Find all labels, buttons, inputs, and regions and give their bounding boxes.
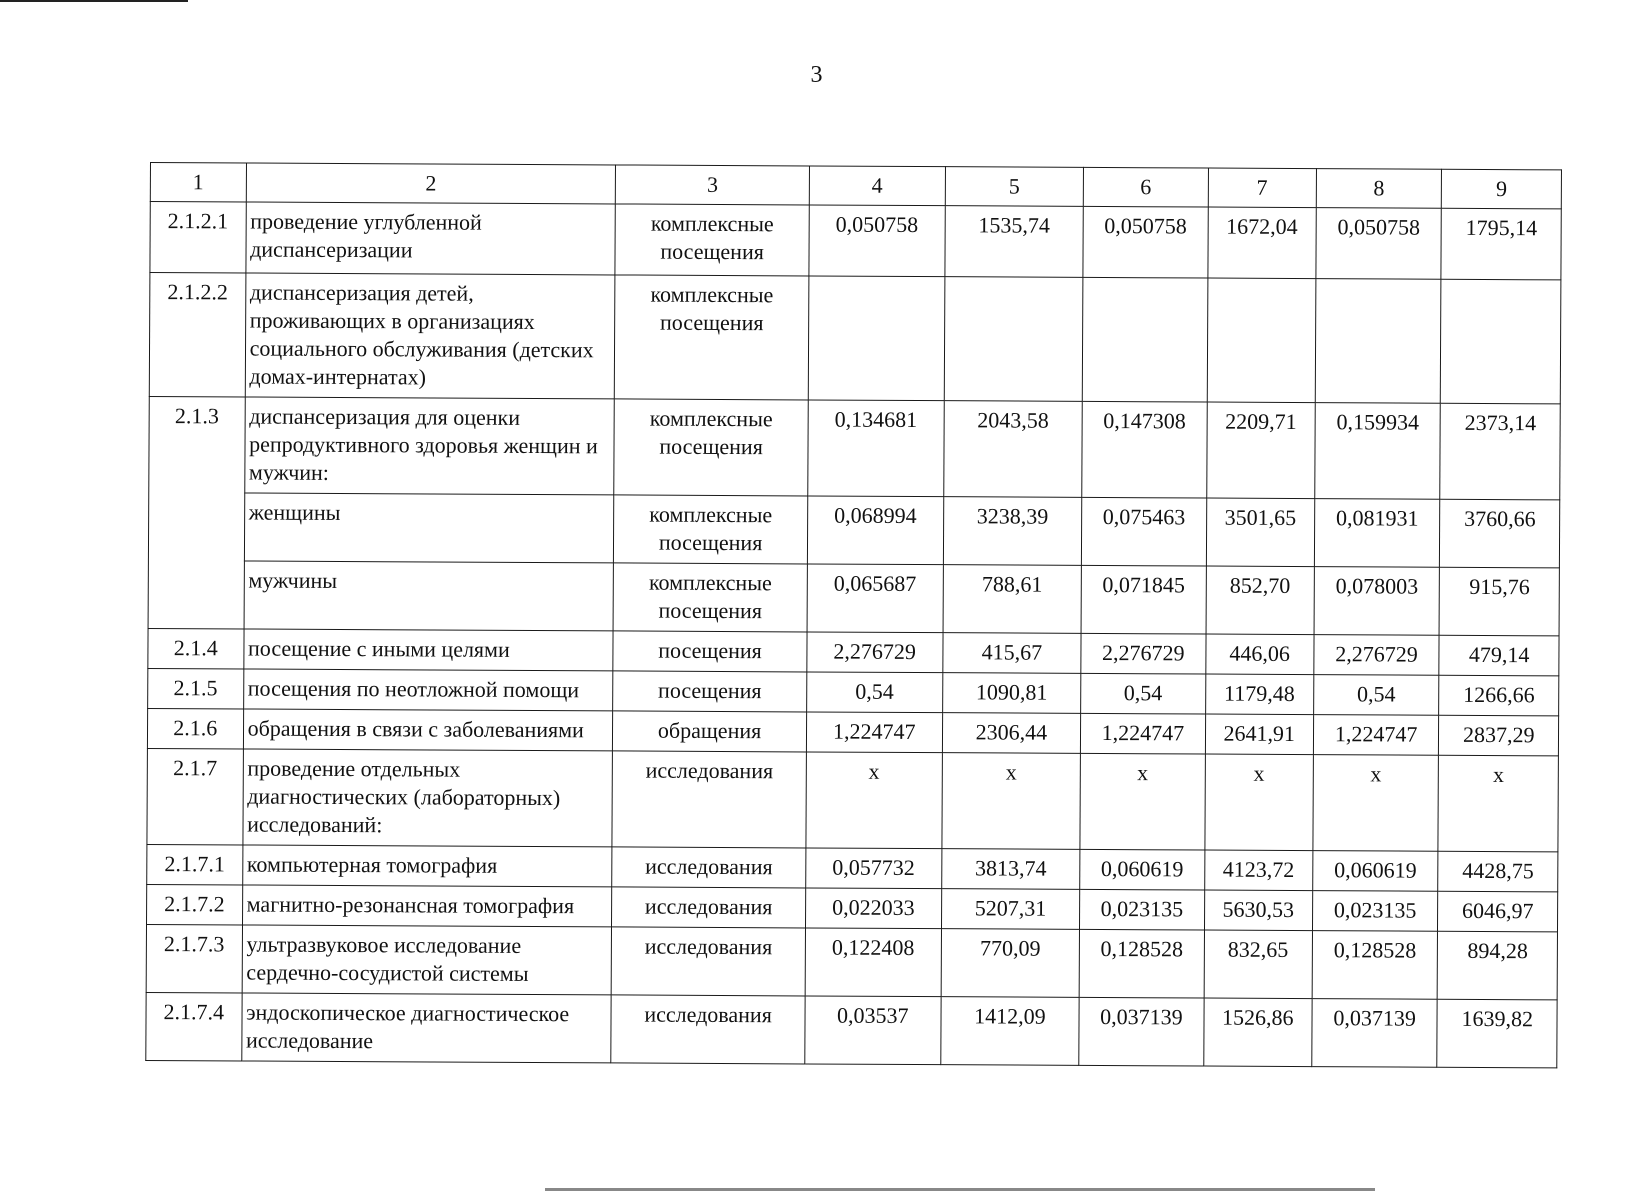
value-cell: 446,06	[1206, 634, 1314, 675]
value-cell: 852,70	[1206, 566, 1314, 635]
value-cell: 3238,39	[943, 497, 1082, 566]
value-cell: 4428,75	[1438, 851, 1558, 892]
value-cell: 0,023135	[1080, 889, 1205, 930]
row-unit: комплексные посещения	[614, 495, 808, 564]
row-name: посещения по неотложной помощи	[243, 669, 613, 711]
value-cell: 4123,72	[1204, 850, 1312, 891]
value-cell: 894,28	[1438, 931, 1558, 1000]
row-unit: исследования	[612, 887, 805, 928]
value-cell: 2043,58	[944, 401, 1083, 498]
row-name: диспансеризация для оценки репродуктивного здоровья женщин и мужчин:	[244, 397, 614, 495]
value-cell	[1441, 279, 1561, 404]
row-number: 2.1.3	[148, 396, 245, 628]
row-number: 2.1.2.2	[149, 273, 245, 397]
value-cell: 2641,91	[1205, 714, 1313, 755]
value-cell: 0,134681	[807, 400, 944, 497]
table-row	[150, 202, 1561, 280]
value-cell: 0,081931	[1314, 499, 1440, 568]
value-cell: 0,037139	[1312, 999, 1438, 1068]
value-cell: 0,071845	[1081, 565, 1206, 634]
row-number: 2.1.2.1	[150, 202, 246, 273]
value-cell: 1535,74	[945, 206, 1084, 278]
value-cell: 1090,81	[942, 673, 1080, 714]
value-cell: 0,075463	[1081, 497, 1206, 566]
row-number: 2.1.7.3	[146, 924, 242, 992]
value-cell: 832,65	[1204, 930, 1312, 999]
row-unit: исследования	[612, 847, 805, 888]
value-cell: 5207,31	[941, 889, 1079, 930]
row-number: 2.1.7.1	[147, 844, 243, 884]
value-cell: х	[806, 752, 943, 849]
value-cell	[1207, 278, 1316, 403]
row-name: ультразвуковое исследование сердечно-сосудистой системы	[242, 925, 612, 995]
row-unit: посещения	[613, 671, 806, 712]
value-cell: х	[942, 753, 1081, 850]
value-cell	[808, 276, 945, 401]
value-cell: 0,159934	[1314, 403, 1440, 500]
value-cell: 0,54	[806, 672, 942, 713]
table-row	[146, 924, 1557, 999]
scan-edge-mark	[0, 0, 188, 2]
row-number: 2.1.7	[147, 748, 243, 844]
value-cell: 0,54	[1081, 673, 1206, 714]
value-cell: 3760,66	[1440, 499, 1560, 568]
value-cell	[1315, 279, 1441, 404]
value-cell: 415,67	[943, 633, 1081, 674]
column-header: 8	[1316, 169, 1442, 209]
value-cell: 0,057732	[805, 848, 941, 889]
row-unit: исследования	[611, 995, 805, 1064]
value-cell: 1795,14	[1441, 208, 1561, 280]
value-cell: 0,128528	[1079, 929, 1204, 998]
row-number: 2.1.6	[147, 708, 243, 748]
value-cell: 0,03537	[805, 996, 941, 1065]
value-cell: 0,122408	[805, 928, 941, 997]
table-row	[146, 992, 1557, 1067]
column-header: 2	[246, 163, 616, 204]
row-unit: исследования	[612, 751, 806, 848]
row-name: обращения в связи с заболеваниями	[243, 709, 613, 751]
tariff-table	[145, 162, 1562, 1068]
row-unit: обращения	[613, 711, 806, 752]
value-cell: 0,078003	[1314, 567, 1440, 636]
value-cell: х	[1080, 753, 1205, 850]
row-name: посещение с иными целями	[243, 629, 613, 671]
value-cell: 0,147308	[1082, 401, 1207, 498]
value-cell: 1,224747	[1313, 715, 1439, 756]
value-cell: 0,065687	[807, 564, 943, 633]
row-number: 2.1.4	[148, 628, 244, 668]
column-header: 7	[1208, 168, 1316, 208]
value-cell: 915,76	[1439, 567, 1559, 636]
value-cell	[944, 277, 1083, 402]
table-row	[148, 560, 1559, 635]
value-cell: 788,61	[943, 565, 1082, 634]
value-cell: 479,14	[1439, 635, 1559, 676]
row-name: проведение отдельных диагностических (лабораторных) исследований:	[243, 749, 613, 847]
value-cell: 0,037139	[1079, 997, 1204, 1066]
value-cell: 0,068994	[807, 496, 943, 565]
value-cell: 0,54	[1313, 675, 1439, 716]
page-number: 3	[810, 62, 823, 88]
row-name: магнитно-резонансная томография	[242, 885, 612, 927]
value-cell: 1526,86	[1203, 998, 1311, 1067]
row-number: 2.1.5	[148, 668, 244, 708]
value-cell: 2,276729	[1314, 635, 1440, 676]
value-cell: 770,09	[941, 929, 1080, 998]
value-cell: 2373,14	[1440, 403, 1560, 500]
column-header: 4	[809, 166, 945, 206]
row-number: 2.1.7.4	[146, 992, 242, 1060]
row-unit: комплексные посещения	[615, 275, 809, 400]
value-cell: 1,224747	[1080, 713, 1205, 754]
row-number: 2.1.7.2	[147, 884, 243, 924]
value-cell: 2,276729	[1081, 633, 1206, 674]
value-cell	[1082, 277, 1207, 402]
column-header: 1	[150, 163, 246, 202]
value-cell: х	[1438, 755, 1558, 852]
value-cell: 2837,29	[1439, 715, 1559, 756]
column-header: 9	[1442, 169, 1562, 209]
value-cell: 0,128528	[1312, 931, 1438, 1000]
scan-edge-mark	[545, 1188, 1375, 1191]
row-name: диспансеризация детей, проживающих в организациях социального обслуживания (детских домах-интернатах)	[245, 273, 616, 399]
value-cell: 0,060619	[1080, 849, 1205, 890]
column-header: 3	[616, 165, 809, 205]
value-cell: 0,022033	[805, 888, 941, 929]
row-name: компьютерная томография	[242, 845, 612, 887]
value-cell: х	[1205, 754, 1314, 851]
row-name: женщины	[244, 493, 614, 563]
row-unit: посещения	[613, 631, 806, 672]
value-cell: 1412,09	[941, 997, 1080, 1066]
value-cell: 2,276729	[807, 632, 943, 673]
value-cell: 1672,04	[1208, 207, 1316, 279]
column-header: 5	[945, 167, 1083, 207]
table-row	[148, 492, 1559, 567]
value-cell: 0,050758	[1083, 206, 1208, 278]
table-row	[149, 273, 1561, 404]
value-cell: 0,023135	[1312, 891, 1438, 932]
value-cell: 0,060619	[1312, 851, 1438, 892]
row-name: проведение углубленной диспансеризации	[245, 202, 615, 275]
value-cell: 2306,44	[942, 713, 1080, 754]
value-cell: 1,224747	[806, 712, 942, 753]
row-unit: комплексные посещения	[614, 399, 808, 496]
value-cell: 0,050758	[809, 205, 945, 277]
row-unit: исследования	[612, 927, 806, 996]
row-name: эндоскопическое диагностическое исследование	[241, 993, 611, 1063]
value-cell: 3813,74	[942, 849, 1080, 890]
row-unit: комплексные посещения	[614, 563, 808, 632]
value-cell: 0,050758	[1316, 208, 1442, 280]
value-cell: 1266,66	[1439, 675, 1559, 716]
table-row	[149, 396, 1560, 499]
value-cell: 1639,82	[1437, 999, 1557, 1068]
value-cell: х	[1313, 755, 1439, 852]
value-cell: 1179,48	[1205, 674, 1313, 715]
column-header: 6	[1083, 167, 1208, 207]
value-cell: 2209,71	[1206, 402, 1315, 499]
table-row	[147, 748, 1558, 851]
row-unit: комплексные посещения	[615, 204, 809, 276]
value-cell: 3501,65	[1206, 498, 1314, 567]
row-name: мужчины	[244, 561, 614, 631]
value-cell: 6046,97	[1438, 891, 1558, 932]
value-cell: 5630,53	[1204, 890, 1312, 931]
